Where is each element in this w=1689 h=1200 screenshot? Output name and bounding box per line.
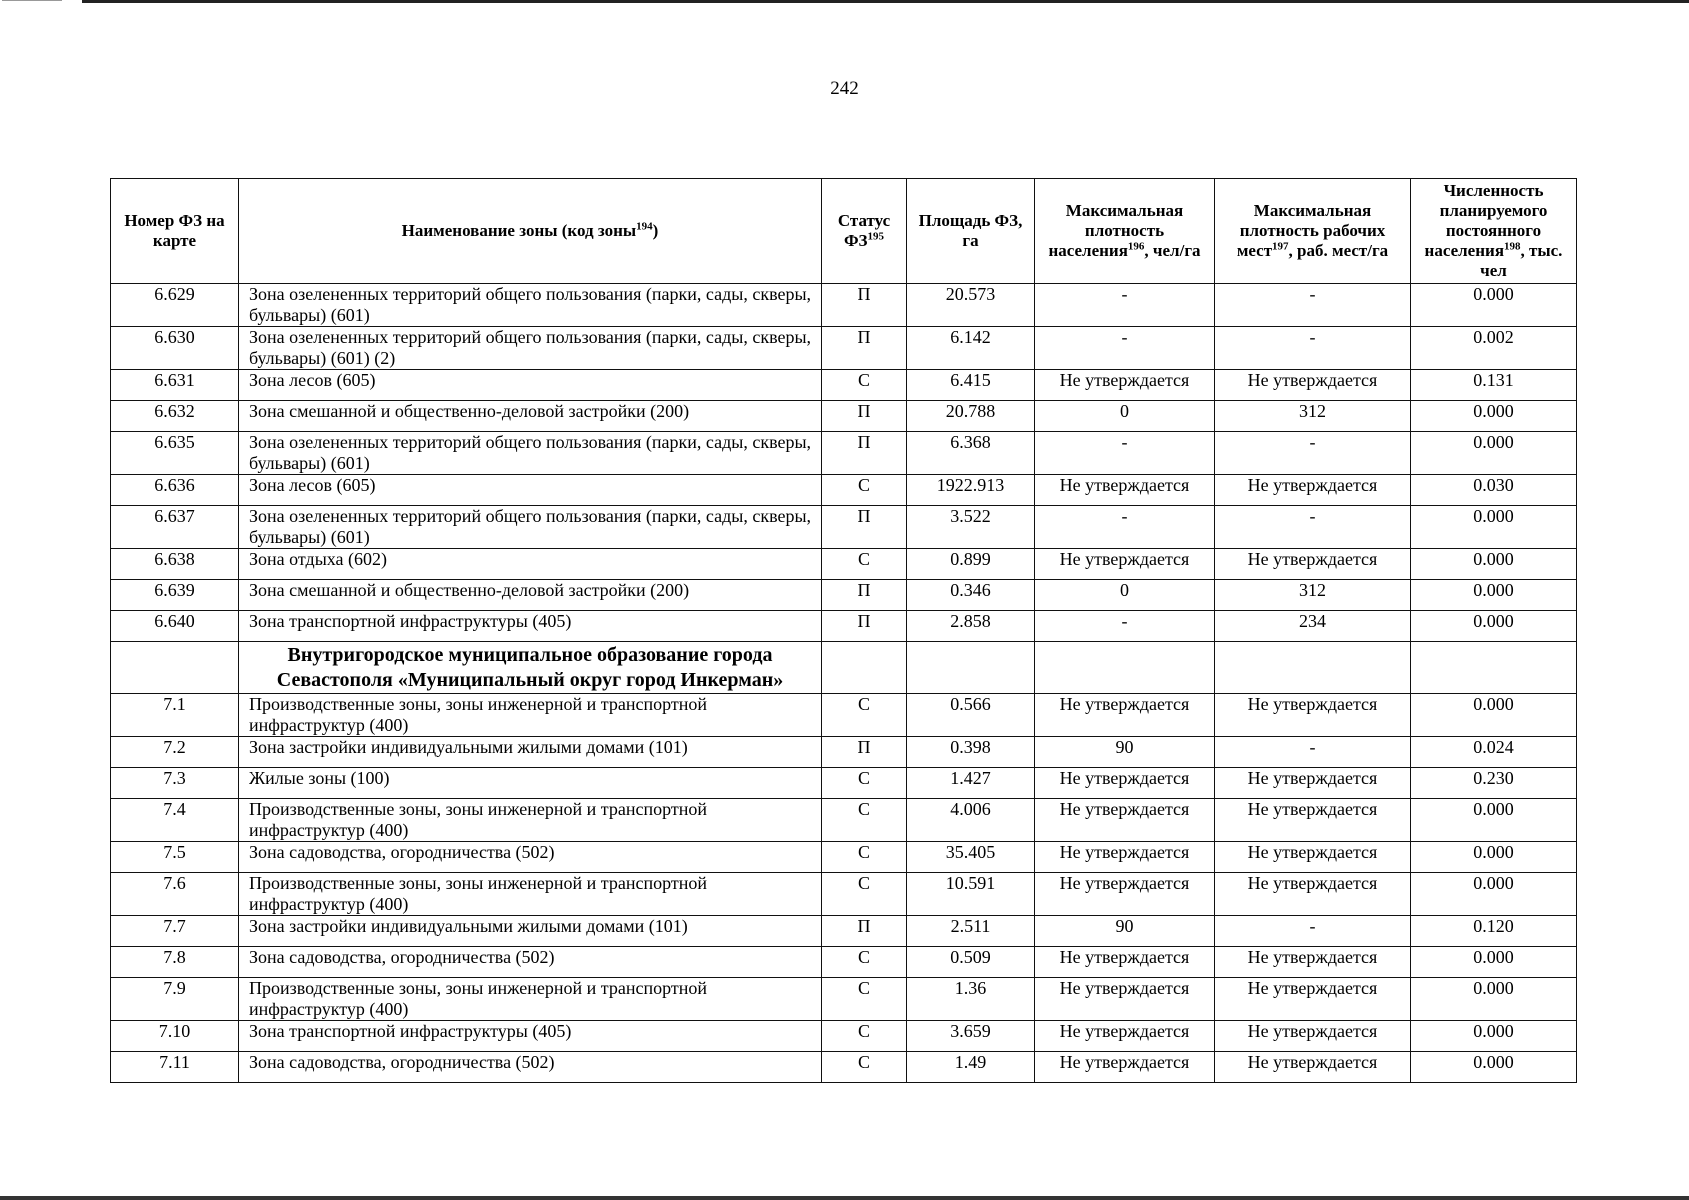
job-density-cell: 312 bbox=[1215, 580, 1411, 611]
zone-status-cell: С bbox=[822, 947, 907, 978]
population-density-cell: Не утверждается bbox=[1035, 873, 1215, 916]
header-name: Наименование зоны (код зоны$^{194}$) bbox=[239, 179, 822, 284]
table-row bbox=[111, 327, 1577, 370]
job-density-cell: Не утверждается bbox=[1215, 549, 1411, 580]
zone-status-cell: С bbox=[822, 370, 907, 401]
zone-name-cell: Зона озелененных территорий общего пользования (парки, сады, скверы, бульвары) (601) (2) bbox=[239, 327, 822, 370]
job-density-cell: Не утверждается bbox=[1215, 370, 1411, 401]
zone-name-cell: Зона застройки индивидуальными жилыми домами (101) bbox=[239, 737, 822, 768]
header-pop-density: Максимальная плотность населения$^{196}$, чел/га bbox=[1035, 179, 1215, 284]
table-row bbox=[111, 432, 1577, 475]
empty-cell bbox=[111, 642, 239, 694]
zone-area-cell: 1.427 bbox=[907, 768, 1035, 799]
table-row bbox=[111, 947, 1577, 978]
scan-top-border bbox=[82, 0, 1689, 3]
zone-status-cell: П bbox=[822, 327, 907, 370]
zone-status-cell: С bbox=[822, 842, 907, 873]
table-row bbox=[111, 475, 1577, 506]
population-cell: 0.000 bbox=[1411, 284, 1577, 327]
population-density-cell: Не утверждается bbox=[1035, 799, 1215, 842]
empty-cell bbox=[1215, 642, 1411, 694]
zone-number-cell: 7.11 bbox=[111, 1052, 239, 1083]
zone-number-cell: 7.1 bbox=[111, 694, 239, 737]
zone-area-cell: 20.788 bbox=[907, 401, 1035, 432]
zone-number-cell: 6.632 bbox=[111, 401, 239, 432]
population-density-cell: 90 bbox=[1035, 916, 1215, 947]
table-row bbox=[111, 694, 1577, 737]
population-density-cell: Не утверждается bbox=[1035, 947, 1215, 978]
zone-area-cell: 2.511 bbox=[907, 916, 1035, 947]
table-row bbox=[111, 284, 1577, 327]
table-row bbox=[111, 611, 1577, 642]
zone-area-cell: 3.522 bbox=[907, 506, 1035, 549]
table-row bbox=[111, 916, 1577, 947]
zone-number-cell: 7.6 bbox=[111, 873, 239, 916]
empty-cell bbox=[907, 642, 1035, 694]
zone-name-cell: Зона транспортной инфраструктуры (405) bbox=[239, 1021, 822, 1052]
zone-name-cell: Зона садоводства, огородничества (502) bbox=[239, 1052, 822, 1083]
job-density-cell: Не утверждается bbox=[1215, 799, 1411, 842]
zone-number-cell: 6.639 bbox=[111, 580, 239, 611]
population-density-cell: Не утверждается bbox=[1035, 1021, 1215, 1052]
empty-cell bbox=[822, 642, 907, 694]
zone-status-cell: С bbox=[822, 799, 907, 842]
job-density-cell: - bbox=[1215, 506, 1411, 549]
population-density-cell: - bbox=[1035, 327, 1215, 370]
population-cell: 0.000 bbox=[1411, 1021, 1577, 1052]
population-cell: 0.002 bbox=[1411, 327, 1577, 370]
population-cell: 0.030 bbox=[1411, 475, 1577, 506]
empty-cell bbox=[1035, 642, 1215, 694]
table-row bbox=[111, 768, 1577, 799]
table-row bbox=[111, 1021, 1577, 1052]
zone-name-cell: Зона смешанной и общественно-деловой застройки (200) bbox=[239, 580, 822, 611]
zone-status-cell: С bbox=[822, 549, 907, 580]
zone-name-cell: Зона садоводства, огородничества (502) bbox=[239, 842, 822, 873]
job-density-cell: Не утверждается bbox=[1215, 842, 1411, 873]
zone-name-cell: Зона отдыха (602) bbox=[239, 549, 822, 580]
job-density-cell: - bbox=[1215, 432, 1411, 475]
job-density-cell: - bbox=[1215, 916, 1411, 947]
zone-name-cell: Зона застройки индивидуальными жилыми домами (101) bbox=[239, 916, 822, 947]
zone-number-cell: 7.5 bbox=[111, 842, 239, 873]
table-row bbox=[111, 842, 1577, 873]
table-row bbox=[111, 873, 1577, 916]
population-cell: 0.000 bbox=[1411, 506, 1577, 549]
table-row bbox=[111, 549, 1577, 580]
zone-name-cell: Зона транспортной инфраструктуры (405) bbox=[239, 611, 822, 642]
zone-number-cell: 6.637 bbox=[111, 506, 239, 549]
zone-area-cell: 20.573 bbox=[907, 284, 1035, 327]
zone-status-cell: С bbox=[822, 694, 907, 737]
section-header-row bbox=[111, 642, 1577, 694]
population-cell: 0.000 bbox=[1411, 1052, 1577, 1083]
job-density-cell: Не утверждается bbox=[1215, 475, 1411, 506]
zone-area-cell: 1.36 bbox=[907, 978, 1035, 1021]
job-density-cell: - bbox=[1215, 737, 1411, 768]
zone-name-cell: Производственные зоны, зоны инженерной и транспортной инфраструктур (400) bbox=[239, 799, 822, 842]
zone-name-cell: Зона садоводства, огородничества (502) bbox=[239, 947, 822, 978]
zone-status-cell: С bbox=[822, 475, 907, 506]
zone-status-cell: С bbox=[822, 873, 907, 916]
zone-name-cell: Зона лесов (605) bbox=[239, 475, 822, 506]
job-density-cell: Не утверждается bbox=[1215, 768, 1411, 799]
job-density-cell: Не утверждается bbox=[1215, 1021, 1411, 1052]
zone-status-cell: П bbox=[822, 580, 907, 611]
table-row bbox=[111, 370, 1577, 401]
population-density-cell: Не утверждается bbox=[1035, 549, 1215, 580]
population-density-cell: 0 bbox=[1035, 580, 1215, 611]
header-population: Численность планируемого постоянного населения$^{198}$, тыс. чел bbox=[1411, 179, 1577, 284]
zone-name-cell: Жилые зоны (100) bbox=[239, 768, 822, 799]
zone-name-cell: Производственные зоны, зоны инженерной и транспортной инфраструктур (400) bbox=[239, 873, 822, 916]
zone-area-cell: 4.006 bbox=[907, 799, 1035, 842]
population-cell: 0.000 bbox=[1411, 842, 1577, 873]
zone-number-cell: 7.8 bbox=[111, 947, 239, 978]
zone-status-cell: С bbox=[822, 978, 907, 1021]
job-density-cell: - bbox=[1215, 284, 1411, 327]
zone-status-cell: П bbox=[822, 916, 907, 947]
zone-number-cell: 6.636 bbox=[111, 475, 239, 506]
zone-status-cell: П bbox=[822, 611, 907, 642]
zone-status-cell: С bbox=[822, 1052, 907, 1083]
population-density-cell: Не утверждается bbox=[1035, 1052, 1215, 1083]
table-row bbox=[111, 1052, 1577, 1083]
population-density-cell: Не утверждается bbox=[1035, 370, 1215, 401]
zone-number-cell: 7.7 bbox=[111, 916, 239, 947]
zone-name-cell: Зона лесов (605) bbox=[239, 370, 822, 401]
zone-area-cell: 2.858 bbox=[907, 611, 1035, 642]
zone-number-cell: 7.4 bbox=[111, 799, 239, 842]
table-row bbox=[111, 737, 1577, 768]
population-density-cell: Не утверждается bbox=[1035, 475, 1215, 506]
table-row bbox=[111, 580, 1577, 611]
job-density-cell: 312 bbox=[1215, 401, 1411, 432]
zone-status-cell: С bbox=[822, 1021, 907, 1052]
population-density-cell: 0 bbox=[1035, 401, 1215, 432]
zone-status-cell: П bbox=[822, 401, 907, 432]
zone-area-cell: 0.346 bbox=[907, 580, 1035, 611]
zone-area-cell: 6.142 bbox=[907, 327, 1035, 370]
zone-area-cell: 3.659 bbox=[907, 1021, 1035, 1052]
zone-name-cell: Производственные зоны, зоны инженерной и транспортной инфраструктур (400) bbox=[239, 694, 822, 737]
header-row bbox=[111, 179, 1577, 284]
zone-number-cell: 6.631 bbox=[111, 370, 239, 401]
zone-area-cell: 35.405 bbox=[907, 842, 1035, 873]
zone-number-cell: 6.638 bbox=[111, 549, 239, 580]
zone-name-cell: Зона озелененных территорий общего пользования (парки, сады, скверы, бульвары) (601) bbox=[239, 432, 822, 475]
section-title: Внутригородское муниципальное образование города Севастополя «Муниципальный округ город Инкерман» bbox=[239, 642, 822, 694]
population-cell: 0.000 bbox=[1411, 978, 1577, 1021]
population-density-cell: - bbox=[1035, 506, 1215, 549]
population-density-cell: Не утверждается bbox=[1035, 978, 1215, 1021]
population-cell: 0.131 bbox=[1411, 370, 1577, 401]
table-body bbox=[111, 284, 1577, 1083]
header-number: Номер ФЗ на карте bbox=[111, 179, 239, 284]
zone-number-cell: 6.635 bbox=[111, 432, 239, 475]
zone-area-cell: 6.415 bbox=[907, 370, 1035, 401]
population-cell: 0.000 bbox=[1411, 580, 1577, 611]
zone-area-cell: 0.899 bbox=[907, 549, 1035, 580]
empty-cell bbox=[1411, 642, 1577, 694]
job-density-cell: Не утверждается bbox=[1215, 873, 1411, 916]
population-density-cell: Не утверждается bbox=[1035, 768, 1215, 799]
header-status: Статус ФЗ$^{195}$ bbox=[822, 179, 907, 284]
zone-name-cell: Производственные зоны, зоны инженерной и транспортной инфраструктур (400) bbox=[239, 978, 822, 1021]
population-cell: 0.000 bbox=[1411, 401, 1577, 432]
table-row bbox=[111, 506, 1577, 549]
table-row bbox=[111, 799, 1577, 842]
population-cell: 0.120 bbox=[1411, 916, 1577, 947]
table-row bbox=[111, 401, 1577, 432]
population-cell: 0.000 bbox=[1411, 947, 1577, 978]
zone-number-cell: 7.3 bbox=[111, 768, 239, 799]
population-cell: 0.000 bbox=[1411, 873, 1577, 916]
zone-number-cell: 7.2 bbox=[111, 737, 239, 768]
job-density-cell: Не утверждается bbox=[1215, 1052, 1411, 1083]
population-density-cell: Не утверждается bbox=[1035, 842, 1215, 873]
population-cell: 0.000 bbox=[1411, 432, 1577, 475]
zone-number-cell: 6.640 bbox=[111, 611, 239, 642]
zone-status-cell: П bbox=[822, 284, 907, 327]
scan-bottom-border bbox=[0, 1196, 1689, 1200]
population-cell: 0.024 bbox=[1411, 737, 1577, 768]
zones-table bbox=[110, 178, 1577, 1083]
zone-area-cell: 0.398 bbox=[907, 737, 1035, 768]
population-density-cell: - bbox=[1035, 432, 1215, 475]
job-density-cell: 234 bbox=[1215, 611, 1411, 642]
zone-area-cell: 0.566 bbox=[907, 694, 1035, 737]
table-row bbox=[111, 978, 1577, 1021]
population-density-cell: - bbox=[1035, 284, 1215, 327]
population-density-cell: 90 bbox=[1035, 737, 1215, 768]
header-job-density: Максимальная плотность рабочих мест$^{197}$, раб. мест/га bbox=[1215, 179, 1411, 284]
zone-name-cell: Зона озелененных территорий общего пользования (парки, сады, скверы, бульвары) (601) bbox=[239, 506, 822, 549]
zone-number-cell: 7.9 bbox=[111, 978, 239, 1021]
population-cell: 0.230 bbox=[1411, 768, 1577, 799]
zone-area-cell: 1.49 bbox=[907, 1052, 1035, 1083]
zone-number-cell: 7.10 bbox=[111, 1021, 239, 1052]
job-density-cell: Не утверждается bbox=[1215, 694, 1411, 737]
zone-status-cell: П bbox=[822, 506, 907, 549]
zone-status-cell: П bbox=[822, 432, 907, 475]
page-number: 242 bbox=[830, 78, 859, 99]
scan-edge-line bbox=[2, 0, 62, 1]
job-density-cell: Не утверждается bbox=[1215, 978, 1411, 1021]
zone-area-cell: 6.368 bbox=[907, 432, 1035, 475]
header-area: Площадь ФЗ, га bbox=[907, 179, 1035, 284]
population-cell: 0.000 bbox=[1411, 799, 1577, 842]
zone-number-cell: 6.630 bbox=[111, 327, 239, 370]
zone-name-cell: Зона смешанной и общественно-деловой застройки (200) bbox=[239, 401, 822, 432]
zone-area-cell: 10.591 bbox=[907, 873, 1035, 916]
job-density-cell: Не утверждается bbox=[1215, 947, 1411, 978]
population-cell: 0.000 bbox=[1411, 611, 1577, 642]
population-cell: 0.000 bbox=[1411, 549, 1577, 580]
population-density-cell: - bbox=[1035, 611, 1215, 642]
job-density-cell: - bbox=[1215, 327, 1411, 370]
zone-status-cell: С bbox=[822, 768, 907, 799]
zone-status-cell: П bbox=[822, 737, 907, 768]
zone-area-cell: 1922.913 bbox=[907, 475, 1035, 506]
zone-name-cell: Зона озелененных территорий общего пользования (парки, сады, скверы, бульвары) (601) bbox=[239, 284, 822, 327]
population-cell: 0.000 bbox=[1411, 694, 1577, 737]
zone-area-cell: 0.509 bbox=[907, 947, 1035, 978]
population-density-cell: Не утверждается bbox=[1035, 694, 1215, 737]
zone-number-cell: 6.629 bbox=[111, 284, 239, 327]
